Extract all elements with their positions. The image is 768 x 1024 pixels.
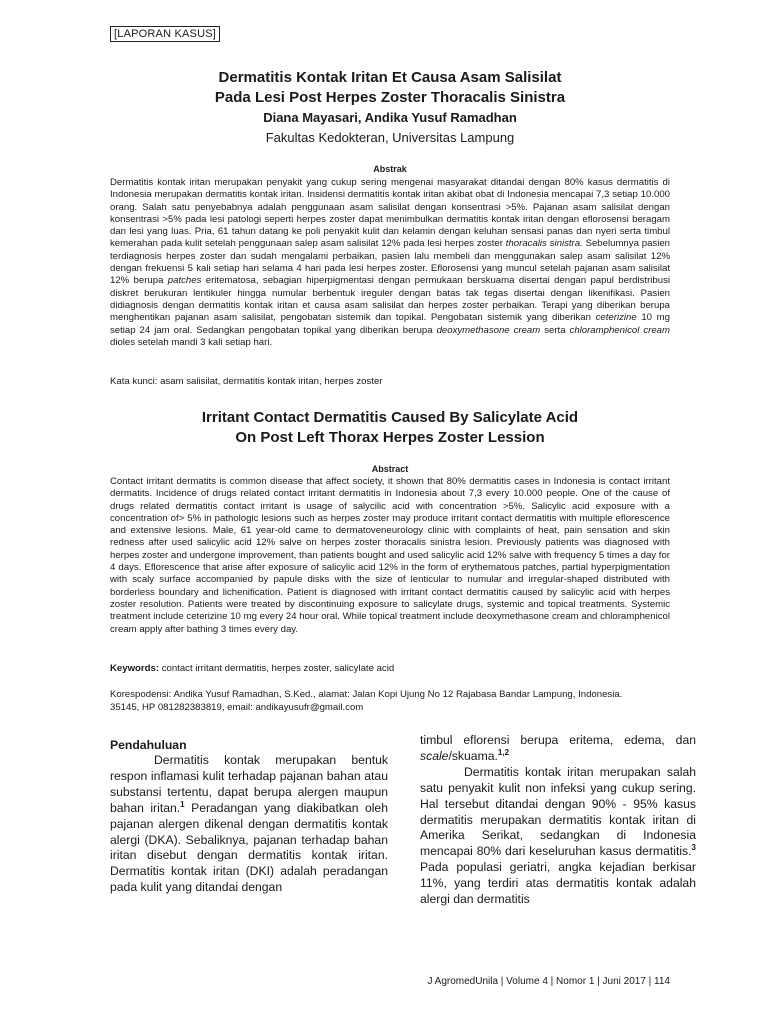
abstract-id bbox=[110, 177, 670, 349]
title-english bbox=[110, 408, 670, 448]
abstract-id-italic-2: patches bbox=[167, 275, 202, 287]
right-text-3: Dermatitis kontak iritan merupakan salah satu penyakit kulit non infeksi yang cukup sering. Hal tersebut ditandai dengan 90% - 95% kasus dermatitis merupakan dermatitis kontak iritan di Amerika Serikat, sedangkan di Indonesia mencapai 80% dari keseluruhan kasus dermatitis. bbox=[420, 764, 696, 859]
page-footer: J AgromedUnila | Volume 4 | Nomor 1 | Juni 2017 | 114 bbox=[427, 976, 670, 987]
abstract-id-italic-5: chloramphenicol cream bbox=[569, 324, 670, 336]
left-column-paragraph bbox=[110, 753, 388, 896]
keywords-en-text: contact irritant dermatitis, herpes zoster, salicylate acid bbox=[159, 663, 395, 674]
abstract-id-text-5: serta bbox=[540, 324, 570, 336]
abstract-en-body: Contact irritant dermatits is common disease that affect society, it shown that 80% dermatitis cases in Indonesia is contact irritant dermatits. Incidence of drugs related contact irritant dermatitis in Indonesia about 7,3 every 10.000 people. One of the cause of drugs related dermatitis contact irritant is usage of salycilic acid with concentration >5%. Salicylic acid exposure with a concentration of> 5% in pathologic lesions such as herpes zoster may produce irritant contact dermatitis with multiple eflorescence and extensive lesions. Male, 61 year-old came to dermatoveneurology clinic with complaints of heat, pain sensation and skin redness after used salicylic acid 12% salve on herpes zoster thoracalis sinistra lesion. Previously patients was diagnosed with herpes zoster and undergone improvement, than patients bought and used salicylic acid 12% salve with frequency 5 times a day for 4 days. Eflorescence that arise after exposure of salicylic acid 12% in the form of erythematous patches, partial hyperpigmentation with scaly surface accompanied by papule disks with the size of lenticular to numular and irregular-shaped distributed with borderless boundary and lichenification. Patient is diagnosed with irritant contact dermatitis caused by salicylic acid with herpes zoster resolution. Patients were treated by discontinuing exposure to salicylate drugs, systemic and topical treatments. Systemic treatment include ceterizine 10 mg every 24 hour oral. While topical treatment include deoxymethasone cream and chloramphenicol cream apply after bathing 3 times every day. bbox=[110, 476, 670, 635]
abstract-heading-id: Abstrak bbox=[373, 164, 407, 174]
correspondence-line-1: Korespodensi: Andika Yusuf Ramadhan, S.Ked., alamat: Jalan Kopi Ujung No 12 Rajabasa Bandar Lampung, Indonesia. bbox=[110, 689, 623, 700]
keywords-id: Kata kunci: asam salisilat, dermatitis kontak iritan, herpes zoster bbox=[110, 376, 383, 387]
title-en-line-2: On Post Left Thorax Herpes Zoster Lession bbox=[235, 429, 545, 446]
title-indonesian bbox=[110, 68, 670, 108]
abstract-id-text-6: dioles setelah mandi 3 kali setiap hari. bbox=[110, 336, 273, 348]
abstract-en bbox=[110, 476, 670, 636]
abstract-id-text-2: Sebelumnya pasien terdiagnosis herpes zoster dan sudah mengalami perbaikan, pasien lalu membeli dan menggunakan salep asam salisilat 12% dengan frekuensi 5 kali setiap hari selama 4 hari pada lesi herpes zoster. Eflorosensi yang muncul setelah pajanan asam salisilat 12% berupa bbox=[110, 238, 671, 287]
abstract-id-text-3: eritematosa, sebagian hiperpigmentasi dengan permukaan berskuama disertai dengan papul berdistribusi diskret berukuran lentikuler hingga numular berbentuk ireguler dengan batas tak tegas disertai dengan likenifikasi. Pasien didiagnosis dengan dermatitis kontak iritan et causa asam salisilat dan herpes zoster perbaikan. Terapi yang diberikan berupa menghentikan pajanan asam salisilat, pengobatan sistemik dan topikal. Pengobatan sistemik yang diberikan bbox=[110, 275, 671, 324]
body-column-right bbox=[420, 733, 696, 908]
body-column-left bbox=[110, 737, 388, 896]
right-column-paragraph-1 bbox=[420, 733, 696, 765]
abstract-id-italic-3: ceterizine bbox=[595, 312, 637, 324]
abstract-id-text-1: Dermatitis kontak iritan merupakan penyakit yang cukup sering mengenai masyarakat ditandai dengan 80% kasus dermatitis di Indonesia merupakan dermatitis kontak iritan. Insidensi dermatitis kontak iritan akibat obat di Indonesia mencapai 7,3 setiap 10.000 orang. Salah satu penyebabnya adalah penggunaan asam salisilat dengan konsentrasi >5%. Pajanan asam salisilat dengan konsentrasi >5% pada lesi patologi seperti herpes zoster dapat menimbulkan dermatitis kontak iritan dengan eflorosensi beragam dan lesi yang luas. Pria, 61 tahun datang ke poli penyakit kulit dan kelamin dengan keluhan sensasi panas dan nyeri serta timbul kemerahan pada kulit setelah penggunaan salep asam salisilat 12% pada lesi herpes zoster bbox=[110, 177, 670, 250]
right-text-2: /skuama. bbox=[448, 748, 498, 763]
right-italic-1: scale bbox=[420, 748, 449, 763]
left-text-1: Dermatitis kontak merupakan bentuk respon inflamasi kulit terhadap pajanan bahan atau substansi tertentu, dapat berupa alergen maupun bahan iritan. bbox=[110, 753, 388, 815]
abstract-heading-en: Abstract bbox=[371, 464, 409, 474]
article-type-tag: [LAPORAN KASUS] bbox=[110, 26, 220, 42]
abstract-id-italic-4: deoxymethasone cream bbox=[436, 324, 541, 336]
title-en-line-1: Irritant Contact Dermatitis Caused By Salicylate Acid bbox=[201, 409, 579, 426]
abstract-id-body bbox=[110, 177, 670, 349]
title-id-line-1: Dermatitis Kontak Iritan Et Causa Asam Salisilat bbox=[218, 69, 562, 86]
citation-1: 1 bbox=[180, 799, 185, 809]
correspondence-line-2: 35145, HP 081282383819, email: andikayusufr@gmail.com bbox=[110, 701, 364, 713]
keywords-en-label: Keywords: bbox=[110, 663, 160, 674]
correspondence bbox=[110, 689, 670, 714]
citation-3: 3 bbox=[691, 843, 696, 853]
affiliation: Fakultas Kedokteran, Universitas Lampung bbox=[265, 130, 515, 145]
authors: Diana Mayasari, Andika Yusuf Ramadhan bbox=[263, 110, 517, 125]
citation-1-2: 1,2 bbox=[497, 747, 510, 757]
abstract-id-italic-1: thoracalis sinistra. bbox=[505, 238, 583, 250]
keywords-en bbox=[110, 663, 670, 675]
section-heading-introduction: Pendahuluan bbox=[110, 738, 187, 752]
right-text-1: timbul eflorensi berupa eritema, edema, dan bbox=[420, 733, 696, 747]
title-id-line-2: Pada Lesi Post Herpes Zoster Thoracalis Sinistra bbox=[214, 89, 566, 106]
right-text-4: Pada populasi geriatri, angka kejadian berkisar 11%, yang terdiri atas dermatitis kontak adalah alergi dan dermatitis bbox=[420, 860, 696, 907]
right-column-paragraph-2 bbox=[420, 765, 696, 908]
left-text-2: Peradangan yang diakibatkan oleh pajanan alergen dikenal dengan dermatitis kontak alergi (DKA). Sebaliknya, pajanan terhadap bahan iritan disebut dengan dermatitis kontak iritan. Dermatitis kontak iritan (DKI) adalah peradangan pada kulit yang ditandai dengan bbox=[110, 800, 388, 895]
abstract-id-text-4: 10 mg setiap 24 jam oral. Sedangkan pengobatan topikal yang diberikan berupa bbox=[110, 312, 670, 336]
